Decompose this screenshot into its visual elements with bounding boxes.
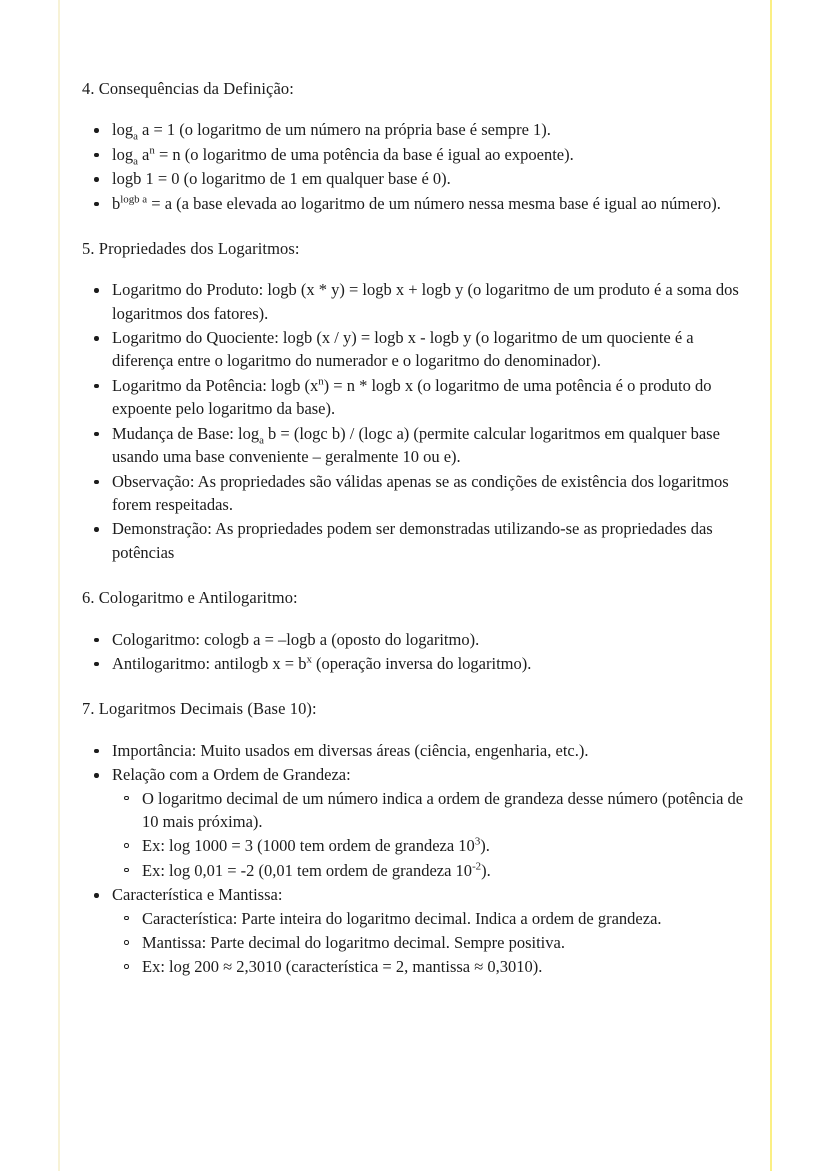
sub-bullet-list: [112, 787, 748, 883]
list-item: [82, 517, 748, 564]
spacer: [82, 721, 748, 739]
bullet-list: [82, 118, 748, 215]
list-item-text: Importância: Muito usados em diversas áreas (ciência, engenharia, etc.).: [112, 740, 589, 760]
list-item-text: O logaritmo decimal de um número indica a ordem de grandeza desse número (potência de 10 mais próxima).: [142, 788, 744, 831]
list-item: [82, 192, 748, 215]
section-heading: 6. Cologaritmo e Antilogaritmo:: [82, 588, 298, 608]
list-item: [82, 470, 748, 517]
bullet-list: [82, 278, 748, 564]
spacer: [82, 260, 748, 278]
spacer: [82, 100, 748, 118]
list-item-text: Antilogaritmo: antilogb $x = b^x$ (operação inversa do logaritmo).: [112, 653, 532, 673]
list-item: [82, 652, 748, 675]
section-heading: 5. Propriedades dos Logaritmos:: [82, 238, 300, 258]
spacer: [82, 676, 748, 698]
list-item: [82, 278, 748, 325]
sub-list-item: [112, 859, 748, 882]
list-item: [82, 374, 748, 421]
list-item-text: Observação: As propriedades são válidas apenas se as condições de existência dos logaritmos forem respeitadas.: [112, 471, 729, 515]
section-heading: 7. Logaritmos Decimais (Base 10):: [82, 699, 317, 719]
spacer: [82, 565, 748, 587]
list-item-text: Característica e Mantissa:: [112, 885, 283, 905]
list-item: [82, 326, 748, 373]
document-section: [82, 587, 748, 698]
bullet-list: [82, 628, 748, 676]
list-item-text: Mudança de Base: $\log_a b = (\log c$ b) / (logc a) (permite calcular logaritmos em qualquer base usando uma base conveniente – geralmente 10 ou e).: [112, 423, 720, 467]
section-heading: 4. Consequências da Definição:: [82, 79, 294, 98]
list-item-text: Logaritmo do Quociente: logb (x / y) = logb x - logb y (o logaritmo de um quociente é a diferença entre o logaritmo do numerador e o logaritmo do denominador).: [112, 328, 694, 371]
bullet-list: [82, 739, 748, 979]
spacer: [82, 610, 748, 628]
list-item-text: $b^{logb a} = a$ (a base elevada ao logaritmo de um número nessa mesma base é igual ao número).: [112, 193, 721, 213]
sub-list-item: [112, 907, 748, 930]
document-section: [82, 238, 748, 587]
list-item: [82, 739, 748, 762]
sub-list-item: [112, 931, 748, 954]
list-item-text: Relação com a Ordem de Grandeza:: [112, 765, 351, 785]
list-item-text: $\log_a a^n = n$ (o logaritmo de uma potência da base é igual ao expoente).: [112, 144, 574, 167]
list-item: [82, 422, 748, 469]
list-item: [82, 167, 748, 190]
list-item: [82, 628, 748, 651]
list-item-text: Ex: log 0,01 = -2 (0,01 tem ordem de grandeza $10^{-2}$).: [142, 860, 491, 880]
list-item-text: Característica: Parte inteira do logaritmo decimal. Indica a ordem de grandeza.: [142, 908, 662, 928]
list-item: [82, 763, 748, 882]
list-item-text: Logaritmo do Produto: logb (x * y) = logb x + logb y (o logaritmo de um produto é a soma dos logaritmos dos fatores).: [112, 280, 739, 323]
list-item-text: Cologaritmo: cologb a = –logb a (oposto do logaritmo).: [112, 629, 480, 649]
list-item-text: logb 1 = 0 (o logaritmo de 1 em qualquer base é 0).: [112, 169, 451, 189]
sub-list-item: [112, 834, 748, 857]
document-section: [82, 78, 748, 238]
sub-list-item: [112, 787, 748, 834]
list-item-text: $\log_a a = 1$ (o logaritmo de um número na própria base é sempre 1).: [112, 120, 551, 143]
sub-bullet-list: [112, 907, 748, 979]
document-body: [82, 78, 748, 979]
list-item-text: Ex: log 1000 = 3 (1000 tem ordem de grandeza $10^3$).: [142, 835, 490, 856]
list-item: [82, 118, 748, 141]
sub-list-item: [112, 955, 748, 978]
list-item-text: Mantissa: Parte decimal do logaritmo decimal. Sempre positiva.: [142, 933, 565, 953]
list-item-text: Ex: log 200 ≈ 2,3010 (característica = 2, mantissa ≈ 0,3010).: [142, 957, 543, 977]
list-item: [82, 883, 748, 979]
list-item-text: Logaritmo da Potência: logb $(x^n) = n * \log b$ x (o logaritmo de uma potência é o produto do expoente pelo logaritmo da base).: [112, 375, 712, 419]
spacer: [82, 216, 748, 238]
list-item: [82, 143, 748, 166]
list-item-text: Demonstração: As propriedades podem ser demonstradas utilizando-se as propriedades das potências: [112, 519, 713, 562]
document-section: [82, 698, 748, 978]
